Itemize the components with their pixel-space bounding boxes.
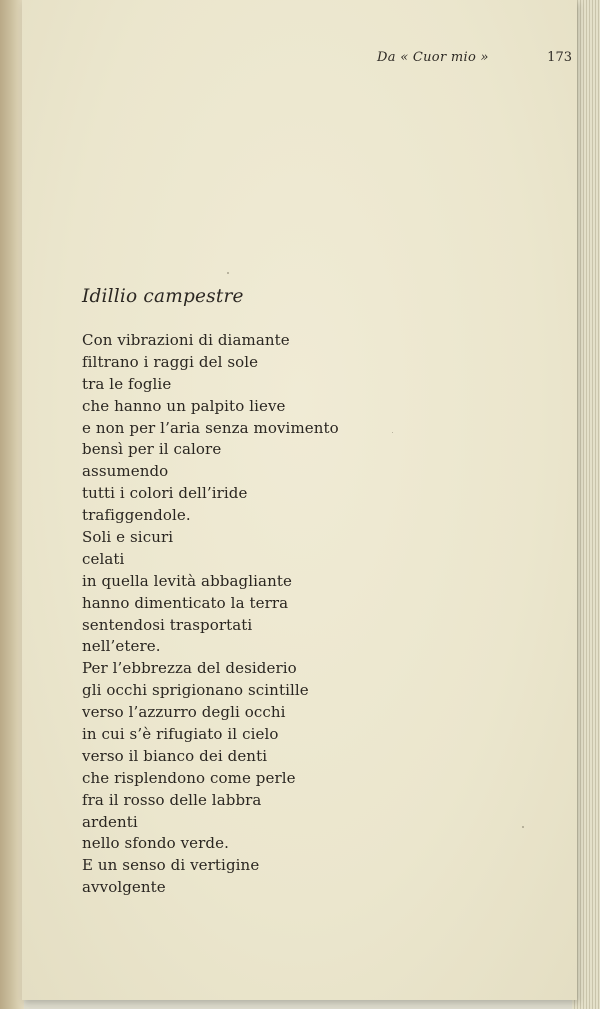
poem-line: hanno dimenticato la terra <box>82 593 289 612</box>
running-head <box>377 50 572 65</box>
poem-line: assumendo <box>82 462 169 481</box>
page-number: 173 <box>547 50 572 65</box>
poem-line: avvolgente <box>82 878 166 897</box>
paper-speck <box>227 272 229 274</box>
poem-line: gli occhi sprigionano scintille <box>82 681 309 700</box>
poem-line: che hanno un palpito lieve <box>82 396 286 415</box>
poem-body <box>82 330 339 899</box>
poem-line: e non per l’aria senza movimento <box>82 418 339 437</box>
poem-line: nell’etere. <box>82 637 161 656</box>
poem-line: verso il bianco dei denti <box>82 746 268 765</box>
poem-line: tra le foglie <box>82 374 172 393</box>
poem-line: in quella levità abbagliante <box>82 571 292 590</box>
poem-line: bensì per il calore <box>82 440 222 459</box>
paper-speck <box>522 826 524 828</box>
poem-line: ardenti <box>82 812 138 831</box>
poem-line: in cui s’è rifugiato il cielo <box>82 725 279 744</box>
running-head-title: Da « Cuor mio » <box>377 50 489 65</box>
poem-line: verso l’azzurro degli occhi <box>82 703 286 722</box>
book-page <box>22 0 577 1000</box>
poem-line: Con vibrazioni di diamante <box>82 331 290 349</box>
poem-line: fra il rosso delle labbra <box>82 790 262 809</box>
poem-line: sentendosi trasportati <box>82 615 253 634</box>
poem-line: Per l’ebbrezza del desiderio <box>82 659 297 678</box>
poem-line: Soli e sicuri <box>82 528 174 547</box>
poem-line: E un senso di vertigine <box>82 856 260 875</box>
poem-line: filtrano i raggi del sole <box>82 352 259 371</box>
poem-line: celati <box>82 549 125 568</box>
book-gutter <box>0 0 24 1009</box>
poem-line: nello sfondo verde. <box>82 834 229 853</box>
poem-line: che risplendono come perle <box>82 768 296 787</box>
poem-line: tutti i colori dell’iride <box>82 484 248 503</box>
poem-line: trafiggendole. <box>82 506 191 525</box>
paper-speck <box>392 432 393 433</box>
poem-title: Idillio campestre <box>82 286 244 307</box>
